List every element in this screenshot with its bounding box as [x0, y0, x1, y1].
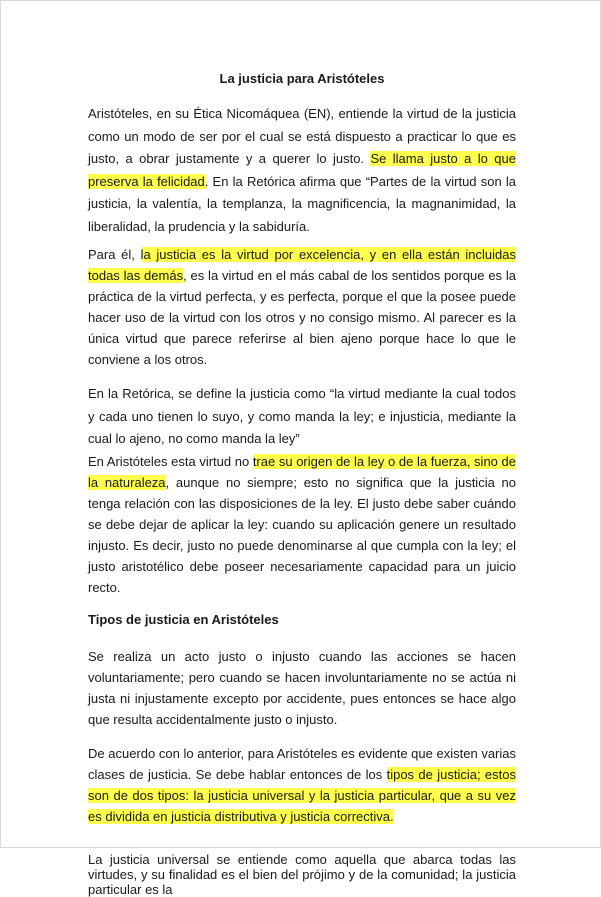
document-body: [88, 71, 516, 897]
paragraph-3: En la Retórica, se define la justicia como “la virtud mediante la cual todos y cada uno tienen lo suyo, y como manda la ley; e injusticia, mediante la cual lo ajeno, no como manda la ley”: [88, 386, 516, 446]
paragraph-4-text-b: , aunque no siempre; esto no significa que la justicia no tenga relación con las disposiciones de la ley. El justo debe saber cuándo se debe dejar de aplicar la ley: cuando su aplicación genere un resultado injusto. Es decir, justo no puede denominarse al que cumpla con la ley; el justo aristotélico debe poseer necesariamente capacidad para un juicio recto.: [88, 474, 516, 595]
paragraph-5: Se realiza un acto justo o injusto cuando las acciones se hacen voluntariamente; pero cuando se hacen involuntariamente no se actúa ni justa ni injustamente excepto por accidente, pues entonces se hace algo que resulta accidentalmente justo o injusto.: [88, 648, 516, 727]
paragraph-4-text-a: En Aristóteles esta virtud no: [88, 453, 253, 469]
paragraph-1: [88, 103, 516, 238]
paragraph-4-highlight: trae su origen de la ley o de la fuerza, sino de la naturaleza: [88, 453, 516, 490]
paragraph-4: [88, 451, 516, 598]
section-subtitle: Tipos de justicia en Aristóteles: [88, 611, 279, 627]
paragraph-2-text-a: Para él,: [88, 247, 141, 262]
paragraph-1-text-a: Aristóteles, en su Ética Nicomáquea (EN), entiende la virtud de la justicia como un modo de ser por el cual se está dispuesto a practicar lo que es justo, a obrar justamente y a querer lo justo.: [88, 106, 516, 166]
paragraph-7: La justicia universal se entiende como aquella que abarca todas las virtudes, y su finalidad es el bien del prójimo y de la comunidad; la justicia particular es la: [88, 851, 516, 897]
page-title: La justicia para Aristóteles: [219, 71, 385, 86]
paragraph-1-highlight: Se llama justo a lo que preserva la felicidad: [88, 151, 516, 189]
paragraph-2-highlight: la justicia es la virtud por excelencia, y en ella están incluidas todas las demás: [88, 247, 516, 283]
paragraph-6-highlight: tipos de justicia; estos son de dos tipos: la justicia universal y la justicia particular, que a su vez es dividida en justicia distributiva y justicia correctiva.: [88, 766, 516, 824]
paragraph-2-text-b: , es la virtud en el más cabal de los sentidos porque es la práctica de la virtud perfecta, y es perfecta, porque el que la posee puede hacer uso de la virtud con los otros y no consigo mismo. Al parecer es la única virtud que parece referirse al bien ajeno porque hace lo que le conviene a los otros.: [88, 268, 516, 367]
paragraph-6: [88, 743, 516, 827]
paragraph-6-text-a: De acuerdo con lo anterior, para Aristóteles es evidente que existen varias clases de justicia. Se debe hablar entonces de los: [88, 745, 516, 782]
paragraph-1-text-b: . En la Retórica afirma que “Partes de la virtud son la justicia, la valentía, la templanza, la magnificencia, la magnanimidad, la liberalidad, la prudencia y la sabiduría.: [88, 173, 516, 234]
paragraph-2: [88, 244, 516, 370]
